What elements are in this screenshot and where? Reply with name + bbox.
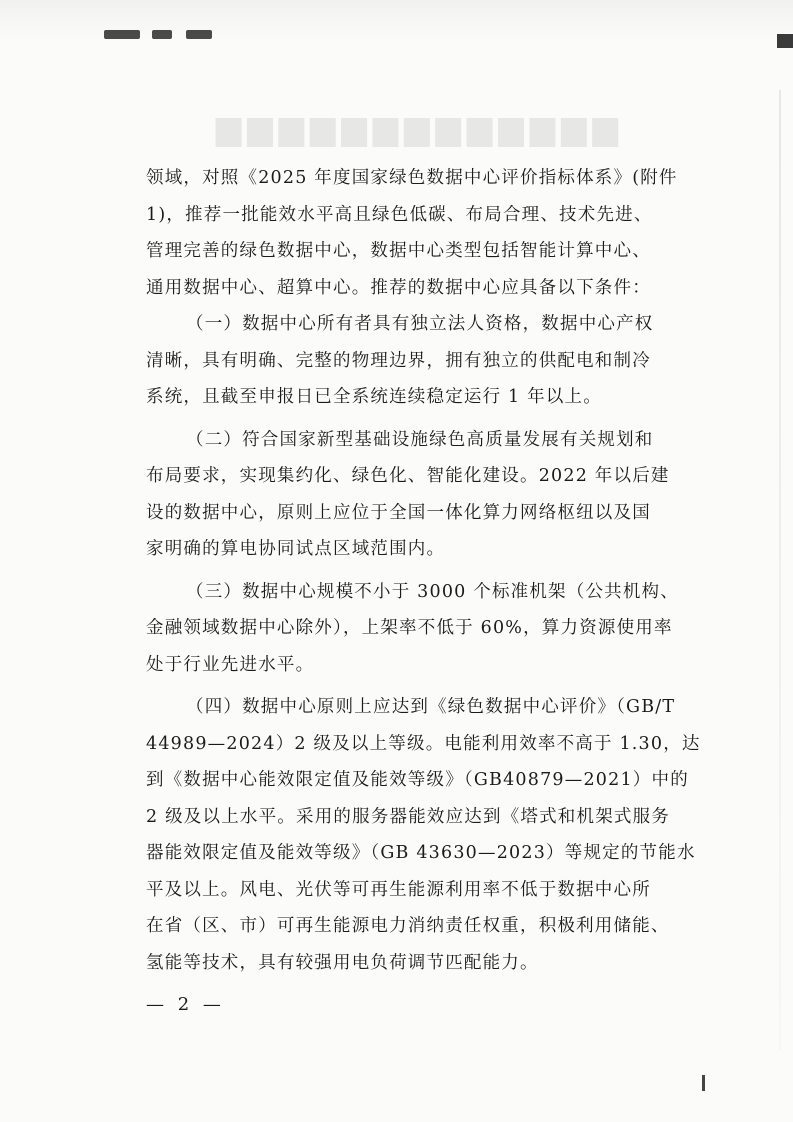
paragraph-line: （二）符合国家新型基础设施绿色高质量发展有关规划和 (186, 429, 654, 450)
scan-corner-mark (777, 34, 793, 48)
page-number: — 2 — (146, 994, 225, 1015)
paragraph-line: （三）数据中心规模不小于 3000 个标准机架（公共机构、 (186, 581, 679, 602)
document-body (146, 160, 701, 981)
paragraph-line: 领域，对照《2025 年度国家绿色数据中心评价指标体系》(附件 (146, 168, 678, 188)
paragraph-line: 通用数据中心、超算中心。推荐的数据中心应具备以下条件： (146, 277, 651, 298)
paragraph-line: 器能效限定值及能效等级》（GB 43630—2023）等规定的节能水 (146, 843, 696, 863)
scan-artifact-mark (186, 30, 212, 39)
paragraph-line: 管理完善的绿色数据中心，数据中心类型包括智能计算中心、 (146, 241, 651, 261)
paragraph-line: 2 级及以上水平。采用的服务器能效应达到《塔式和机架式服务 (146, 806, 670, 827)
scan-artifact-mark (152, 30, 172, 39)
paragraph-line: 处于行业先进水平。 (146, 654, 315, 675)
scan-artifact-mark (104, 30, 140, 39)
paragraph-line: 44989—2024）2 级及以上等级。电能利用效率不高于 1.30，达 (146, 733, 701, 754)
paragraph-line: 1)，推荐一批能效水平高且绿色低碳、布局合理、技术先进、 (146, 204, 653, 225)
paragraph-line: （一）数据中心所有者具有独立法人资格，数据中心产权 (186, 314, 654, 334)
bleed-through-text: ▆▆▆▆▆▆▆▆▆▆▆▆▆ (216, 108, 624, 147)
paragraph-line: 家明确的算电协同试点区域范围内。 (146, 539, 446, 559)
paragraph-line: 在省（区、市）可再生能源电力消纳责任权重，积极利用储能、 (146, 916, 670, 936)
paragraph-line: 氢能等技术，具有较强用电负荷调节匹配能力。 (146, 952, 539, 973)
paragraph-line: 布局要求，实现集约化、绿色化、智能化建设。2022 年以后建 (146, 466, 670, 486)
paragraph-line: 金融领域数据中心除外），上架率不低于 60%，算力资源使用率 (146, 618, 673, 638)
paragraph-line: 清晰，具有明确、完整的物理边界，拥有独立的供配电和制冷 (146, 350, 651, 371)
paragraph-line: （四）数据中心原则上应达到《绿色数据中心评价》（GB/T (186, 697, 676, 717)
paragraph-line: 系统，且截至申报日已全系统连续稳定运行 1 年以上。 (146, 387, 602, 407)
page-edge-shadow (779, 90, 781, 1050)
paragraph-line: 平及以上。风电、光伏等可再生能源利用率不低于数据中心所 (146, 879, 651, 900)
scan-artifact-mark (702, 1075, 705, 1091)
paragraph-line: 到《数据中心能效限定值及能效等级》（GB40879—2021）中的 (146, 770, 689, 790)
paragraph-line: 设的数据中心，原则上应位于全国一体化算力网络枢纽以及国 (146, 502, 651, 523)
